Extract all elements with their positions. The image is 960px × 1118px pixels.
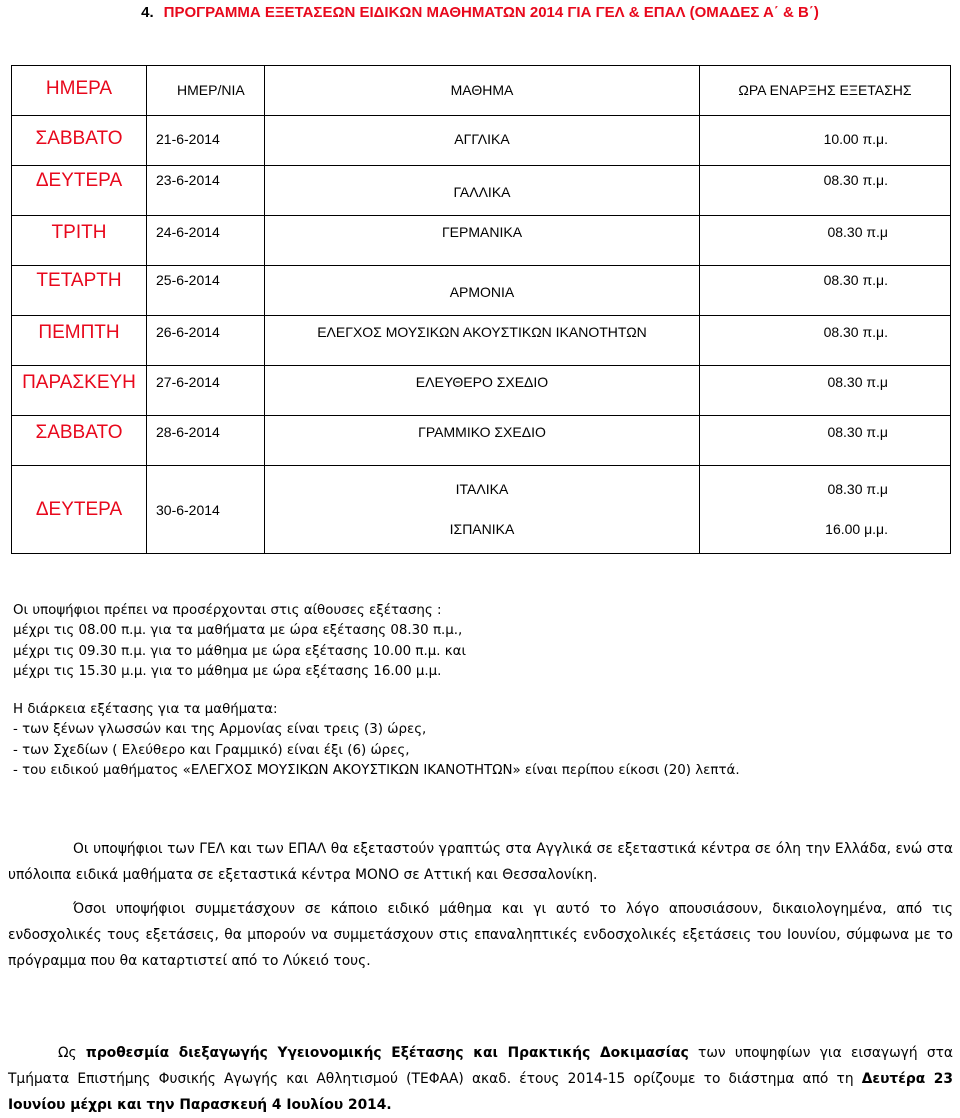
- row-time: 08.30 π.μ: [700, 366, 951, 416]
- duration-line: - των Σχεδίων ( Ελεύθερο και Γραμμικό) είναι έξι (6) ώρες,: [13, 742, 410, 758]
- paragraph-tefaa-deadline: Ως προθεσμία διεξαγωγής Υγειονομικής Εξέτασης και Πρακτικής Δοκιμασίας των υποψηφίων για εισαγωγή στα Τμήματα Επιστήμης Φυσικής Αγωγής και Αθλητισμού (ΤΕΦΑΑ) ακαδ. έτους 2014-15 ορίζουμε το διάστημα από τη Δευτέρα 23 Ιουνίου μέχρι και την Παρασκευή 4 Ιουλίου 2014.: [8, 1045, 953, 1113]
- row-time-2: 16.00 μ.μ.: [825, 521, 888, 537]
- arrival-line: μέχρι τις 08.00 π.μ. για τα μαθήματα με ώρα εξέτασης 08.30 π.μ.,: [13, 623, 463, 639]
- row-time: 08.30 π.μ.: [700, 266, 951, 316]
- table-row: [12, 316, 951, 366]
- row-day: ΣΑΒΒΑΤΟ: [12, 416, 147, 466]
- row-date: 27-6-2014: [147, 366, 265, 416]
- table-row: [12, 466, 951, 554]
- row-time: [700, 466, 951, 554]
- row-date: 24-6-2014: [147, 216, 265, 266]
- row-subject: ΕΛΕΥΘΕΡΟ ΣΧΕΔΙΟ: [265, 366, 700, 416]
- row-time: 10.00 π.μ.: [700, 116, 951, 166]
- row-time: 08.30 π.μ.: [700, 166, 951, 216]
- table-row: [12, 166, 951, 216]
- row-subject: [265, 466, 700, 554]
- row-subject-1: ΙΤΑΛΙΚΑ: [455, 481, 509, 497]
- paragraph-absences: Όσοι υποψήφιοι συμμετάσχουν σε κάποιο ειδικό μάθημα και γι αυτό το λόγο απουσιάσουν, δικαιολογημένα, από τις ενδοσχολικές τους εξετάσεις, θα μπορούν να συμμετάσχουν στις επαναληπτικές ενδοσχολικές εξετάσεις του Ιουνίου, σύμφωνα με το πρόγραμμα που θα καταρτιστεί από το Λύκειό τους.: [8, 901, 953, 969]
- row-day: ΔΕΥΤΕΡΑ: [12, 166, 147, 216]
- heading-title: ΠΡΟΓΡΑΜΜΑ ΕΞΕΤΑΣΕΩΝ ΕΙΔΙΚΩΝ ΜΑΘΗΜΑΤΩΝ 2014 ΓΙΑ ΓΕΛ & ΕΠΑΛ (ΟΜΑΔΕΣ Α΄ & Β΄): [163, 4, 819, 21]
- row-day: ΠΕΜΠΤΗ: [12, 316, 147, 366]
- exam-notes: [13, 601, 948, 781]
- header-subject: ΜΑΘΗΜΑ: [265, 66, 700, 116]
- page-heading: [0, 4, 960, 21]
- arrival-line: Οι υποψήφιοι πρέπει να προσέρχονται στις αίθουσες εξέτασης :: [13, 603, 442, 618]
- table-row: [12, 266, 951, 316]
- arrival-line: μέχρι τις 09.30 π.μ. για το μάθημα με ώρα εξέτασης 10.00 π.μ. και: [13, 643, 467, 659]
- row-date: 26-6-2014: [147, 316, 265, 366]
- duration-line: Η διάρκεια εξέτασης για τα μαθήματα:: [13, 702, 278, 718]
- row-subject-2: ΙΣΠΑΝΙΚΑ: [449, 521, 515, 537]
- row-date: 25-6-2014: [147, 266, 265, 316]
- date-range-bold: Δευτέρα 23 Ιουνίου μέχρι και την Παρασκευή 4 Ιουλίου 2014.: [8, 1071, 953, 1113]
- row-subject: ΕΛΕΓΧΟΣ ΜΟΥΣΙΚΩΝ ΑΚΟΥΣΤΙΚΩΝ ΙΚΑΝΟΤΗΤΩΝ: [265, 316, 700, 366]
- row-subject: ΓΕΡΜΑΝΙΚΑ: [265, 216, 700, 266]
- table-row: [12, 116, 951, 166]
- row-day: ΤΕΤΑΡΤΗ: [12, 266, 147, 316]
- row-time: 08.30 π.μ: [700, 216, 951, 266]
- row-subject: ΓΡΑΜΜΙΚΟ ΣΧΕΔΙΟ: [265, 416, 700, 466]
- row-time-1: 08.30 π.μ: [827, 481, 888, 497]
- duration-line: - των ξένων γλωσσών και της Αρμονίας είναι τρεις (3) ώρες,: [13, 722, 427, 738]
- table-row: [12, 416, 951, 466]
- table-row: [12, 366, 951, 416]
- row-day: ΠΑΡΑΣΚΕΥΗ: [12, 366, 147, 416]
- deadline-bold: προθεσμία διεξαγωγής Υγειονομικής Εξέτασης και Πρακτικής Δοκιμασίας: [85, 1045, 689, 1061]
- heading-number: 4.: [141, 4, 154, 21]
- table-row: [12, 216, 951, 266]
- header-day: ΗΜΕΡΑ: [12, 66, 147, 116]
- row-date: 30-6-2014: [147, 466, 265, 554]
- header-time: ΩΡΑ ΕΝΑΡΞΗΣ ΕΞΕΤΑΣΗΣ: [700, 66, 951, 116]
- header-date: ΗΜΕΡ/ΝΙΑ: [147, 66, 265, 116]
- exam-schedule-table: [11, 65, 951, 554]
- row-day: ΔΕΥΤΕΡΑ: [12, 466, 147, 554]
- row-time: 08.30 π.μ: [700, 416, 951, 466]
- row-subject: ΓΑΛΛΙΚΑ: [265, 166, 700, 216]
- row-day: ΤΡΙΤΗ: [12, 216, 147, 266]
- row-subject: ΑΡΜΟΝΙΑ: [265, 266, 700, 316]
- row-subject: ΑΓΓΛΙΚΑ: [265, 116, 700, 166]
- duration-line: - του ειδικού μαθήματος «ΕΛΕΓΧΟΣ ΜΟΥΣΙΚΩΝ ΑΚΟΥΣΤΙΚΩΝ ΙΚΑΝΟΤΗΤΩΝ» είναι περίπου είκοσι (20) λεπτά.: [13, 763, 740, 779]
- paragraph-exam-centers: Οι υποψήφιοι των ΓΕΛ και των ΕΠΑΛ θα εξεταστούν γραπτώς στα Αγγλικά σε εξεταστικά κέντρα σε όλη την Ελλάδα, ενώ στα υπόλοιπα ειδικά μαθήματα σε εξεταστικά κέντρα ΜΟΝΟ σε Αττική και Θεσσαλονίκη.: [8, 841, 953, 883]
- row-time: 08.30 π.μ.: [700, 316, 951, 366]
- arrival-line: μέχρι τις 15.30 μ.μ. για το μάθημα με ώρα εξέτασης 16.00 μ.μ.: [13, 663, 442, 679]
- row-date: 21-6-2014: [147, 116, 265, 166]
- row-day: ΣΑΒΒΑΤΟ: [12, 116, 147, 166]
- table-header-row: [12, 66, 951, 116]
- row-date: 23-6-2014: [147, 166, 265, 216]
- row-date: 28-6-2014: [147, 416, 265, 466]
